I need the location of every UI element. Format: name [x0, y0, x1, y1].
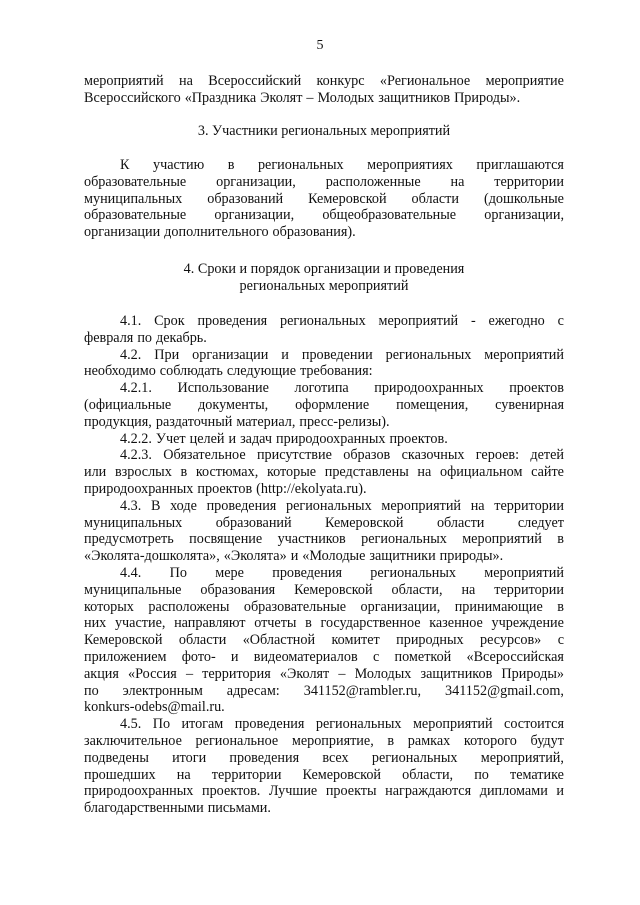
- text-line: природоохранных проектов. Лучшие проекты награждаются дипломами и: [84, 783, 564, 800]
- intro-paragraph: [84, 73, 564, 107]
- section-3-paragraph: [84, 157, 564, 241]
- section-4-heading: [84, 261, 564, 295]
- text-line: 4.2. При организации и проведении региональных мероприятий: [120, 346, 564, 363]
- text-line: konkurs-odebs@mail.ru.: [84, 699, 225, 716]
- text-line: «Эколята-дошколята», «Эколята» и «Молодые защитники природы».: [84, 548, 504, 565]
- text-line: образовательные организации, общеобразовательные организации,: [84, 207, 564, 224]
- text-line: муниципальных образований Кемеровской области следует: [84, 514, 564, 531]
- text-line: муниципальные образования Кемеровской области, на территории: [84, 581, 564, 598]
- text-line: или взрослых в костюмах, которые представлены на официальном сайте: [84, 464, 564, 481]
- text-line: 4.5. По итогам проведения региональных мероприятий состоится: [120, 716, 564, 733]
- text-line: мероприятий на Всероссийский конкурс «Региональное мероприятие: [84, 73, 564, 89]
- text-line: (официальные документы, оформление помещения, сувенирная: [84, 396, 564, 413]
- text-line: заключительное региональное мероприятие, в рамках которого будут: [84, 732, 564, 749]
- text-line: предусмотреть посвящение участников региональных мероприятий в: [84, 531, 564, 548]
- text-line: образовательные организации, расположенные на территории: [84, 173, 564, 190]
- text-line: продукция, раздаточный материал, пресс-релизы).: [84, 413, 390, 430]
- text-line: К участию в региональных мероприятиях приглашаются: [120, 157, 564, 173]
- page-number: 5: [316, 38, 324, 53]
- text-line: по электронным адресам: 341152@rambler.ru, 341152@gmail.com,: [84, 682, 564, 699]
- text-line: 4.2.1. Использование логотипа природоохранных проектов: [120, 380, 564, 397]
- text-line: 4.1. Срок проведения региональных мероприятий - ежегодно с: [120, 313, 564, 329]
- text-line: 4. Сроки и порядок организации и проведения: [183, 261, 465, 277]
- text-line: них участие, направляют отчеты в государственное казенное учреждение: [84, 615, 564, 632]
- text-line: приложением фото- и видеоматериалов с пометкой «Всероссийская: [84, 648, 564, 665]
- text-line: прошедших на территории Кемеровской области, по тематике: [84, 766, 564, 783]
- text-line: февраля по декабрь.: [84, 329, 207, 346]
- text-line: региональных мероприятий: [239, 277, 409, 294]
- section-3-heading: 3. Участники региональных мероприятий: [197, 123, 451, 139]
- text-line: 4.4. По мере проведения региональных мероприятий: [120, 564, 564, 581]
- text-line: подведены итоги проведения всех региональных мероприятий,: [84, 749, 564, 766]
- text-line: акция «Россия – территория «Эколят – Молодых защитников Природы»: [84, 665, 564, 682]
- text-line: 4.3. В ходе проведения региональных мероприятий на территории: [120, 497, 564, 514]
- text-line: муниципальных образований Кемеровской области (дошкольные: [84, 190, 564, 207]
- text-line: организации дополнительного образования).: [84, 224, 356, 241]
- text-line: Кемеровской области «Областной комитет природных ресурсов» с: [84, 632, 564, 649]
- text-line: которых расположены образовательные организации, принимающие в: [84, 598, 564, 615]
- text-line: необходимо соблюдать следующие требования:: [84, 363, 373, 380]
- text-line: Всероссийского «Праздника Эколят – Молодых защитников Природы».: [84, 89, 521, 106]
- section-4-body: [84, 313, 564, 817]
- text-line: природоохранных проектов (http://ekolyata.ru).: [84, 480, 367, 497]
- text-line: 4.2.2. Учет целей и задач природоохранных проектов.: [120, 430, 448, 447]
- text-line: благодарственными письмами.: [84, 800, 271, 817]
- text-line: 4.2.3. Обязательное присутствие образов сказочных героев: детей: [120, 447, 564, 464]
